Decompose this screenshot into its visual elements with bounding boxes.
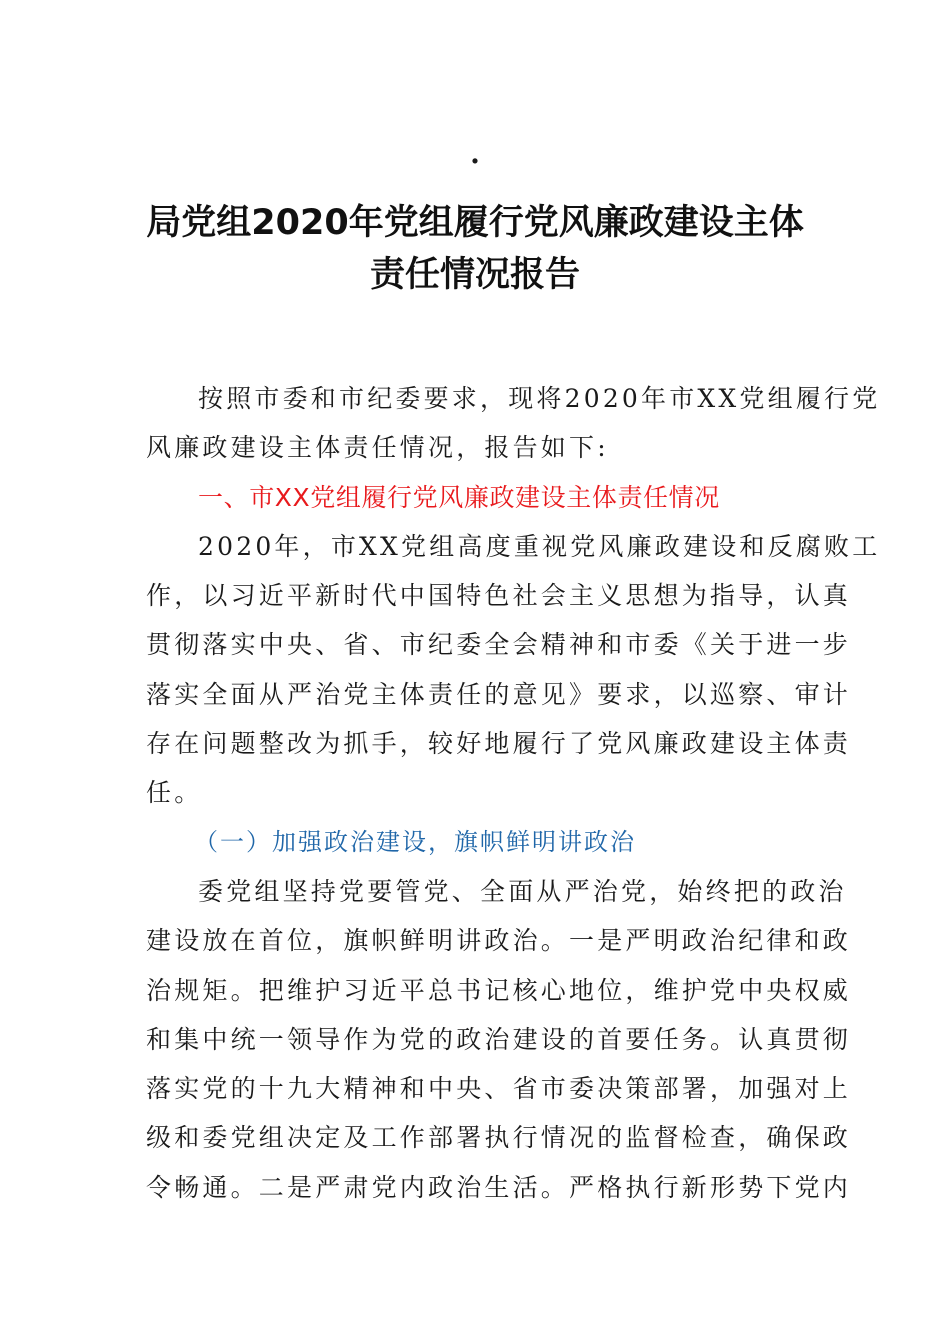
paragraph-2-line: 治规矩。把维护习近平总书记核心地位，维护党中央权威 xyxy=(146,975,852,1005)
document-body xyxy=(146,374,881,1212)
subsection-heading-1: （一）加强政治建设，旗帜鲜明讲政治 xyxy=(194,827,636,856)
paragraph-1-line: 贯彻落实中央、省、市纪委全会精神和市委《关于进一步 xyxy=(146,630,852,660)
paragraph-2-line: 令畅通。二是严肃党内政治生活。严格执行新形势下党内 xyxy=(146,1172,852,1202)
paragraph-1-line: 2020年，市XX党组高度重视党风廉政建设和反腐败工 xyxy=(198,531,881,561)
paragraph-2-line: 建设放在首位，旗帜鲜明讲政治。一是严明政治纪律和政 xyxy=(146,926,852,956)
paragraph-2-line: 委党组坚持党要管党、全面从严治党，始终把的政治 xyxy=(198,876,847,906)
paragraph-2-line: 和集中统一领导作为党的政治建设的首要任务。认真贯彻 xyxy=(146,1024,852,1054)
paragraph-1-line: 任。 xyxy=(146,778,203,808)
paragraph-1-line: 存在问题整改为抓手，较好地履行了党风廉政建设主体责 xyxy=(146,729,852,759)
paragraph-2-line: 级和委党组决定及工作部署执行情况的监督检查，确保政 xyxy=(146,1123,852,1153)
paragraph-1-line: 作，以习近平新时代中国特色社会主义思想为指导，认真 xyxy=(146,581,852,611)
intro-line: 按照市委和市纪委要求，现将2020年市XX党组履行党 xyxy=(198,384,881,413)
document-title-line-1: 局党组2020年党组履行党风廉政建设主体 xyxy=(146,203,804,243)
section-heading-1: 一、市XX党组履行党风廉政建设主体责任情况 xyxy=(198,482,720,512)
intro-line: 风廉政建设主体责任情况，报告如下: xyxy=(146,433,609,463)
paragraph-2-line: 落实党的十九大精神和中央、省市委决策部署，加强对上 xyxy=(146,1074,852,1104)
document-title-line-2: 责任情况报告 xyxy=(369,255,580,295)
header-dot: . xyxy=(470,137,480,170)
paragraph-1-line: 落实全面从严治党主体责任的意见》要求，以巡察、审计 xyxy=(146,679,852,709)
